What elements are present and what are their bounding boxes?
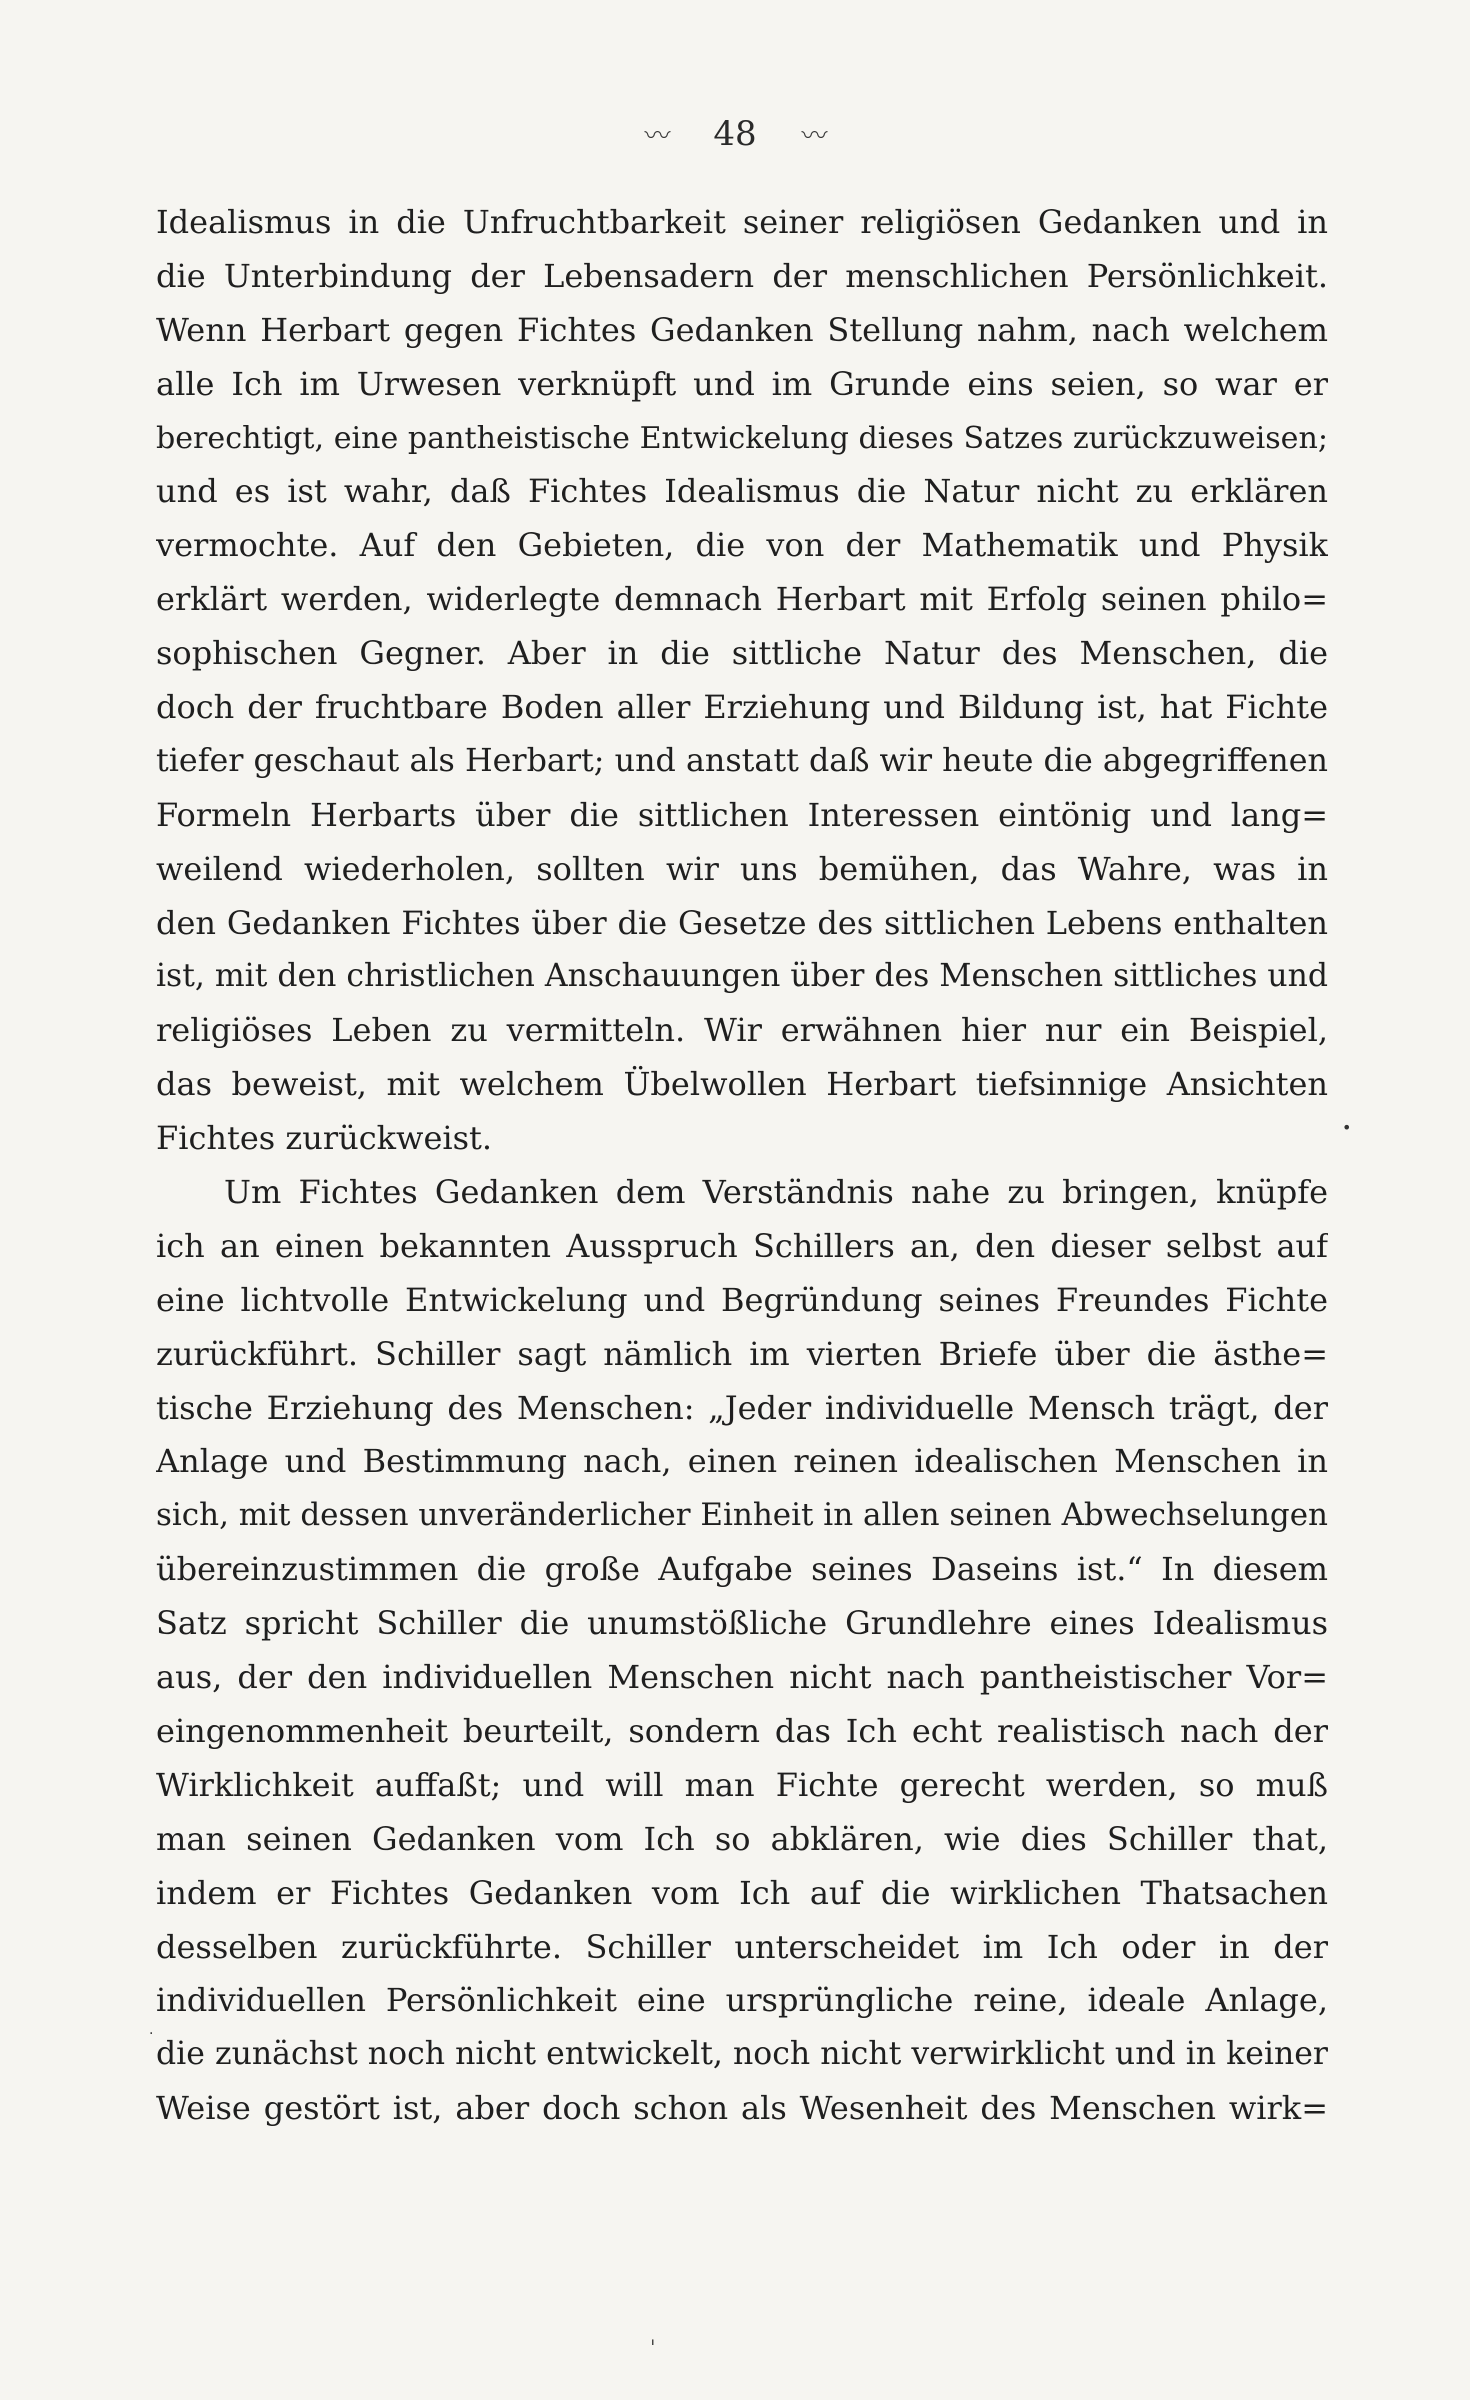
text-line: die zunächst noch nicht entwickelt, noch nicht verwirklicht und in keiner bbox=[156, 2036, 1328, 2073]
paragraph-1 bbox=[156, 196, 1328, 1166]
text-line: das beweist, mit welchem Übelwollen Herbart tiefsinnige Ansichten bbox=[156, 1065, 1328, 1104]
text-line: alle Ich im Urwesen verknüpft und im Grunde eins seien, so war er bbox=[156, 364, 1328, 403]
text-line: individuellen Persönlichkeit eine ursprüngliche reine, ideale Anlage, bbox=[156, 1981, 1328, 2020]
text-line: eine lichtvolle Entwickelung und Begründung seines Freundes Fichte bbox=[156, 1280, 1328, 1319]
page-number: 48 bbox=[713, 114, 757, 154]
text-line: tische Erziehung des Menschen: „Jeder individuelle Mensch trägt, der bbox=[156, 1388, 1328, 1427]
text-line: erklärt werden, widerlegte demnach Herbart mit Erfolg seinen philo= bbox=[156, 580, 1328, 619]
text-line: Weise gestört ist, aber doch schon als Wesenheit des Menschen wirk= bbox=[156, 2089, 1328, 2128]
stray-ink-mark: • bbox=[1342, 1118, 1352, 1137]
text-line: Anlage und Bestimmung nach, einen reinen idealischen Menschen in bbox=[156, 1442, 1328, 1481]
text-line: und es ist wahr, daß Fichtes Idealismus die Natur nicht zu erklären bbox=[156, 472, 1328, 511]
text-line: die Unterbindung der Lebensadern der menschlichen Persönlichkeit. bbox=[156, 256, 1328, 295]
text-line: sich, mit dessen unveränderlicher Einheit in allen seinen Abwechselungen bbox=[156, 1497, 1328, 1534]
text-line: sophischen Gegner. Aber in die sittliche Natur des Menschen, die bbox=[156, 634, 1328, 673]
text-line: man seinen Gedanken vom Ich so abklären, wie dies Schiller that, bbox=[156, 1819, 1328, 1858]
right-ornament: 〰 bbox=[801, 121, 826, 152]
text-line: vermochte. Auf den Gebieten, die von der Mathematik und Physik bbox=[156, 526, 1328, 565]
text-line: berechtigt, eine pantheistische Entwickelung dieses Satzes zurückzuweisen; bbox=[156, 420, 1328, 456]
paragraph-2 bbox=[156, 1166, 1328, 2136]
text-line: Fichtes zurückweist. bbox=[156, 1119, 493, 1158]
text-line: indem er Fichtes Gedanken vom Ich auf die wirklichen Thatsachen bbox=[156, 1873, 1328, 1912]
body-text bbox=[156, 196, 1328, 2136]
text-line: ist, mit den christlichen Anschauungen über des Menschen sittliches und bbox=[156, 958, 1328, 995]
text-line: eingenommenheit beurteilt, sondern das Ich echt realistisch nach der bbox=[156, 1711, 1328, 1750]
page-header bbox=[0, 112, 1470, 154]
text-line: Formeln Herbarts über die sittlichen Interessen eintönig und lang= bbox=[156, 795, 1328, 834]
text-line: den Gedanken Fichtes über die Gesetze des sittlichen Lebens enthalten bbox=[156, 903, 1328, 942]
text-line: zurückführt. Schiller sagt nämlich im vierten Briefe über die ästhe= bbox=[156, 1334, 1328, 1373]
text-line: desselben zurückführte. Schiller unterscheidet im Ich oder in der bbox=[156, 1927, 1328, 1966]
text-line: Idealismus in die Unfruchtbarkeit seiner religiösen Gedanken und in bbox=[156, 203, 1328, 241]
text-line: ich an einen bekannten Ausspruch Schillers an, den dieser selbst auf bbox=[156, 1226, 1328, 1265]
text-line: übereinzustimmen die große Aufgabe seines Daseins ist.“ In diesem bbox=[156, 1550, 1328, 1589]
text-line: Wirklichkeit auffaßt; und will man Fichte gerecht werden, so muß bbox=[156, 1765, 1328, 1804]
text-line: Um Fichtes Gedanken dem Verständnis nahe zu bringen, knüpfe bbox=[224, 1173, 1328, 1212]
text-line: aus, der den individuellen Menschen nicht nach pantheistischer Vor= bbox=[156, 1658, 1328, 1697]
stray-ink-mark: · bbox=[149, 2026, 154, 2042]
text-line: Wenn Herbart gegen Fichtes Gedanken Stellung nahm, nach welchem bbox=[156, 310, 1328, 349]
stray-ink-mark: ˈ bbox=[650, 2336, 656, 2360]
text-line: doch der fruchtbare Boden aller Erziehung und Bildung ist, hat Fichte bbox=[156, 688, 1328, 727]
left-ornament: 〰 bbox=[644, 121, 669, 152]
text-line: religiöses Leben zu vermitteln. Wir erwähnen hier nur ein Beispiel, bbox=[156, 1011, 1328, 1050]
text-line: Satz spricht Schiller die unumstößliche Grundlehre eines Idealismus bbox=[156, 1604, 1328, 1643]
text-line: weilend wiederholen, sollten wir uns bemühen, das Wahre, was in bbox=[156, 849, 1328, 888]
text-line: tiefer geschaut als Herbart; und anstatt daß wir heute die abgegriffenen bbox=[156, 742, 1328, 779]
